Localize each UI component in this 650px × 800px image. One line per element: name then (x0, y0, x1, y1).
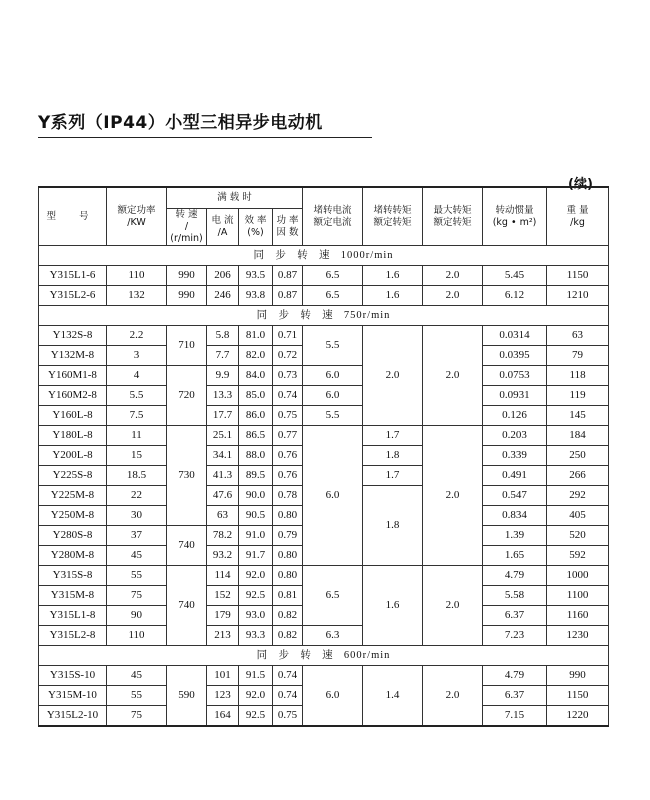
cell-current: 41.3 (207, 466, 239, 486)
cell-max-torque: 2.0 (423, 266, 483, 286)
cell-inertia: 0.203 (483, 426, 547, 446)
cell-weight: 184 (547, 426, 609, 446)
cell-weight: 292 (547, 486, 609, 506)
header-max-torque-l2: 额定转矩 (433, 216, 472, 228)
table-row (39, 666, 609, 686)
cell-power-factor: 0.78 (273, 486, 303, 506)
cell-inertia: 0.0395 (483, 346, 547, 366)
cell-power: 2.2 (107, 326, 167, 346)
cell-model: Y180L-8 (39, 426, 107, 446)
cell-power: 90 (107, 606, 167, 626)
cell-power-factor: 0.80 (273, 566, 303, 586)
table-row (39, 426, 609, 446)
cell-power-factor: 0.80 (273, 546, 303, 566)
cell-weight: 1100 (547, 586, 609, 606)
cell-model: Y280S-8 (39, 526, 107, 546)
cell-model: Y132S-8 (39, 326, 107, 346)
cell-power-factor: 0.72 (273, 346, 303, 366)
cell-efficiency: 85.0 (239, 386, 273, 406)
cell-speed: 720 (167, 366, 207, 426)
table-row (39, 566, 609, 586)
cell-power: 45 (107, 546, 167, 566)
cell-locked-torque: 2.0 (363, 326, 423, 426)
cell-current: 78.2 (207, 526, 239, 546)
header-rated-power-l1: 额定功率 (117, 204, 156, 216)
cell-power-factor: 0.87 (273, 266, 303, 286)
cell-power-factor: 0.74 (273, 666, 303, 686)
cell-current: 206 (207, 266, 239, 286)
cell-power-factor: 0.71 (273, 326, 303, 346)
cell-efficiency: 88.0 (239, 446, 273, 466)
cell-power: 4 (107, 366, 167, 386)
table-row (39, 386, 609, 406)
header-current-l2: /A (217, 227, 228, 238)
cell-inertia: 0.547 (483, 486, 547, 506)
cell-model: Y315M-8 (39, 586, 107, 606)
cell-locked-current: 6.3 (303, 626, 363, 646)
header-weight (547, 187, 609, 246)
cell-inertia: 0.491 (483, 466, 547, 486)
cell-efficiency: 84.0 (239, 366, 273, 386)
cell-weight: 79 (547, 346, 609, 366)
cell-current: 179 (207, 606, 239, 626)
cell-power: 110 (107, 626, 167, 646)
cell-efficiency: 90.5 (239, 506, 273, 526)
cell-speed: 740 (167, 526, 207, 566)
cell-current: 114 (207, 566, 239, 586)
cell-locked-torque: 1.4 (363, 666, 423, 727)
cell-inertia: 0.0314 (483, 326, 547, 346)
cell-inertia: 0.339 (483, 446, 547, 466)
cell-locked-torque: 1.6 (363, 566, 423, 646)
cell-locked-current: 6.0 (303, 386, 363, 406)
cell-efficiency: 82.0 (239, 346, 273, 366)
cell-current: 34.1 (207, 446, 239, 466)
cell-model: Y280M-8 (39, 546, 107, 566)
group-1000 (39, 246, 609, 306)
header-rated-power-l2: /KW (127, 216, 146, 228)
cell-inertia: 0.126 (483, 406, 547, 426)
header-inertia-l1: 转动惯量 (495, 204, 534, 216)
cell-power: 15 (107, 446, 167, 466)
cell-locked-torque: 1.6 (363, 266, 423, 286)
sync-speed-label (39, 646, 609, 666)
cell-current: 47.6 (207, 486, 239, 506)
cell-efficiency: 89.5 (239, 466, 273, 486)
cell-weight: 250 (547, 446, 609, 466)
cell-current: 9.9 (207, 366, 239, 386)
table-header (39, 187, 609, 246)
table-row (39, 406, 609, 426)
cell-power-factor: 0.74 (273, 386, 303, 406)
header-locked-current (303, 187, 363, 246)
cell-power: 37 (107, 526, 167, 546)
cell-efficiency: 86.5 (239, 426, 273, 446)
cell-locked-torque: 1.7 (363, 466, 423, 486)
cell-power-factor: 0.87 (273, 286, 303, 306)
cell-model: Y315S-10 (39, 666, 107, 686)
cell-locked-torque: 1.8 (363, 486, 423, 566)
sync-speed-row (39, 646, 609, 666)
cell-power: 55 (107, 566, 167, 586)
cell-model: Y315L1-8 (39, 606, 107, 626)
header-locked-torque-l2: 额定转矩 (373, 216, 412, 228)
cell-efficiency: 91.5 (239, 666, 273, 686)
cell-power-factor: 0.76 (273, 446, 303, 466)
cell-inertia: 1.65 (483, 546, 547, 566)
group-750 (39, 306, 609, 646)
cell-model: Y250M-8 (39, 506, 107, 526)
cell-current: 17.7 (207, 406, 239, 426)
header-efficiency (239, 209, 273, 246)
table-row (39, 266, 609, 286)
sync-speed-value: 750r/min (343, 310, 391, 321)
cell-weight: 1150 (547, 686, 609, 706)
header-speed-l2: / (r/min) (170, 221, 203, 244)
cell-locked-current: 6.5 (303, 286, 363, 306)
table-row (39, 626, 609, 646)
cell-weight: 1210 (547, 286, 609, 306)
cell-inertia: 0.0753 (483, 366, 547, 386)
sync-speed-text: 同 步 转 速 (256, 649, 337, 661)
cell-model: Y200L-8 (39, 446, 107, 466)
cell-power: 75 (107, 586, 167, 606)
cell-efficiency: 86.0 (239, 406, 273, 426)
cell-current: 246 (207, 286, 239, 306)
sync-speed-row (39, 306, 609, 326)
cell-efficiency: 93.5 (239, 266, 273, 286)
cell-weight: 1150 (547, 266, 609, 286)
cell-power: 45 (107, 666, 167, 686)
cell-power: 75 (107, 706, 167, 727)
header-efficiency-l2: (%) (247, 227, 264, 238)
cell-weight: 118 (547, 366, 609, 386)
header-weight-l2: /kg (570, 216, 585, 228)
cell-weight: 1160 (547, 606, 609, 626)
cell-locked-current: 5.5 (303, 326, 363, 366)
cell-power-factor: 0.79 (273, 526, 303, 546)
cell-power: 110 (107, 266, 167, 286)
cell-current: 5.8 (207, 326, 239, 346)
sync-speed-value: 600r/min (343, 650, 391, 661)
table-row (39, 326, 609, 346)
cell-current: 13.3 (207, 386, 239, 406)
cell-max-torque: 2.0 (423, 286, 483, 306)
cell-locked-current: 5.5 (303, 406, 363, 426)
cell-locked-torque: 1.8 (363, 446, 423, 466)
cell-current: 213 (207, 626, 239, 646)
cell-weight: 1000 (547, 566, 609, 586)
cell-model: Y225S-8 (39, 466, 107, 486)
cell-efficiency: 81.0 (239, 326, 273, 346)
cell-power: 30 (107, 506, 167, 526)
cell-weight: 520 (547, 526, 609, 546)
cell-current: 123 (207, 686, 239, 706)
cell-model: Y160M1-8 (39, 366, 107, 386)
header-power-factor-l1: 功 率 (276, 215, 299, 226)
header-current-l1: 电 流 (211, 215, 234, 226)
cell-inertia: 6.12 (483, 286, 547, 306)
cell-inertia: 0.0931 (483, 386, 547, 406)
cell-locked-current: 6.0 (303, 366, 363, 386)
cell-power: 18.5 (107, 466, 167, 486)
cell-current: 93.2 (207, 546, 239, 566)
header-speed-l1: 转 速 (175, 209, 198, 220)
cell-speed: 710 (167, 326, 207, 366)
motor-spec-table (38, 186, 609, 727)
sync-speed-value: 1000r/min (340, 250, 394, 261)
cell-inertia: 1.39 (483, 526, 547, 546)
cell-power: 5.5 (107, 386, 167, 406)
cell-speed: 990 (167, 266, 207, 286)
cell-weight: 1220 (547, 706, 609, 727)
header-efficiency-l1: 效 率 (244, 215, 267, 226)
cell-inertia: 0.834 (483, 506, 547, 526)
sync-speed-text: 同 步 转 速 (253, 249, 334, 261)
cell-inertia: 4.79 (483, 666, 547, 686)
cell-current: 164 (207, 706, 239, 727)
cell-model: Y315M-10 (39, 686, 107, 706)
cell-weight: 266 (547, 466, 609, 486)
cell-weight: 990 (547, 666, 609, 686)
cell-locked-current: 6.0 (303, 666, 363, 727)
header-model: 型 号 (39, 187, 107, 246)
cell-power-factor: 0.73 (273, 366, 303, 386)
header-locked-current-l1: 堵转电流 (313, 204, 352, 216)
cell-efficiency: 92.5 (239, 706, 273, 727)
cell-model: Y160L-8 (39, 406, 107, 426)
cell-model: Y315L1-6 (39, 266, 107, 286)
cell-power: 132 (107, 286, 167, 306)
cell-locked-torque: 1.6 (363, 286, 423, 306)
cell-model: Y160M2-8 (39, 386, 107, 406)
cell-power-factor: 0.75 (273, 706, 303, 727)
title-underline (38, 137, 372, 138)
cell-power: 7.5 (107, 406, 167, 426)
header-locked-torque-l1: 堵转转矩 (373, 204, 412, 216)
cell-inertia: 5.58 (483, 586, 547, 606)
cell-weight: 592 (547, 546, 609, 566)
header-rated-power (107, 187, 167, 246)
cell-efficiency: 91.0 (239, 526, 273, 546)
cell-inertia: 6.37 (483, 606, 547, 626)
header-full-load: 满 载 时 (167, 187, 303, 209)
cell-weight: 405 (547, 506, 609, 526)
sync-speed-label (39, 306, 609, 326)
header-power-factor-l2: 因 数 (276, 227, 299, 238)
cell-locked-current: 6.0 (303, 426, 363, 566)
cell-weight: 145 (547, 406, 609, 426)
cell-max-torque: 2.0 (423, 566, 483, 646)
cell-locked-current: 6.5 (303, 266, 363, 286)
cell-power-factor: 0.75 (273, 406, 303, 426)
cell-weight: 1230 (547, 626, 609, 646)
cell-inertia: 5.45 (483, 266, 547, 286)
cell-model: Y315L2-6 (39, 286, 107, 306)
continued-label: (续) (568, 177, 593, 192)
cell-speed: 730 (167, 426, 207, 526)
header-weight-l1: 重 量 (566, 204, 589, 216)
header-inertia-l2: (kg • m²) (492, 216, 537, 228)
cell-locked-current: 6.5 (303, 566, 363, 626)
cell-power: 3 (107, 346, 167, 366)
cell-locked-torque: 1.7 (363, 426, 423, 446)
cell-current: 101 (207, 666, 239, 686)
cell-efficiency: 93.0 (239, 606, 273, 626)
cell-max-torque: 2.0 (423, 326, 483, 426)
cell-current: 7.7 (207, 346, 239, 366)
cell-efficiency: 92.5 (239, 586, 273, 606)
cell-weight: 119 (547, 386, 609, 406)
cell-power-factor: 0.74 (273, 686, 303, 706)
cell-efficiency: 93.8 (239, 286, 273, 306)
cell-speed: 740 (167, 566, 207, 646)
table-row (39, 366, 609, 386)
cell-current: 152 (207, 586, 239, 606)
header-current (207, 209, 239, 246)
cell-speed: 990 (167, 286, 207, 306)
cell-power: 11 (107, 426, 167, 446)
cell-power-factor: 0.76 (273, 466, 303, 486)
cell-current: 63 (207, 506, 239, 526)
cell-power: 22 (107, 486, 167, 506)
cell-weight: 63 (547, 326, 609, 346)
cell-max-torque: 2.0 (423, 426, 483, 566)
sync-speed-label (39, 246, 609, 266)
cell-power-factor: 0.77 (273, 426, 303, 446)
cell-model: Y315L2-8 (39, 626, 107, 646)
cell-model: Y132M-8 (39, 346, 107, 366)
cell-inertia: 7.15 (483, 706, 547, 727)
header-locked-current-l2: 额定电流 (313, 216, 352, 228)
page-title: Y系列（IP44）小型三相异步电动机 (38, 113, 323, 133)
cell-efficiency: 91.7 (239, 546, 273, 566)
cell-power-factor: 0.82 (273, 606, 303, 626)
sync-speed-text: 同 步 转 速 (256, 309, 337, 321)
header-max-torque-l1: 最大转矩 (433, 204, 472, 216)
header-speed (167, 209, 207, 246)
header-max-torque (423, 187, 483, 246)
table-row (39, 286, 609, 306)
cell-efficiency: 90.0 (239, 486, 273, 506)
cell-inertia: 7.23 (483, 626, 547, 646)
cell-power-factor: 0.82 (273, 626, 303, 646)
cell-power: 55 (107, 686, 167, 706)
cell-inertia: 6.37 (483, 686, 547, 706)
header-locked-torque (363, 187, 423, 246)
header-inertia (483, 187, 547, 246)
cell-inertia: 4.79 (483, 566, 547, 586)
cell-model: Y225M-8 (39, 486, 107, 506)
header-power-factor (273, 209, 303, 246)
cell-efficiency: 92.0 (239, 566, 273, 586)
cell-efficiency: 93.3 (239, 626, 273, 646)
cell-model: Y315L2-10 (39, 706, 107, 727)
cell-power-factor: 0.81 (273, 586, 303, 606)
cell-model: Y315S-8 (39, 566, 107, 586)
cell-power-factor: 0.80 (273, 506, 303, 526)
group-600 (39, 646, 609, 727)
cell-speed: 590 (167, 666, 207, 727)
cell-current: 25.1 (207, 426, 239, 446)
cell-efficiency: 92.0 (239, 686, 273, 706)
sync-speed-row (39, 246, 609, 266)
cell-max-torque: 2.0 (423, 666, 483, 727)
